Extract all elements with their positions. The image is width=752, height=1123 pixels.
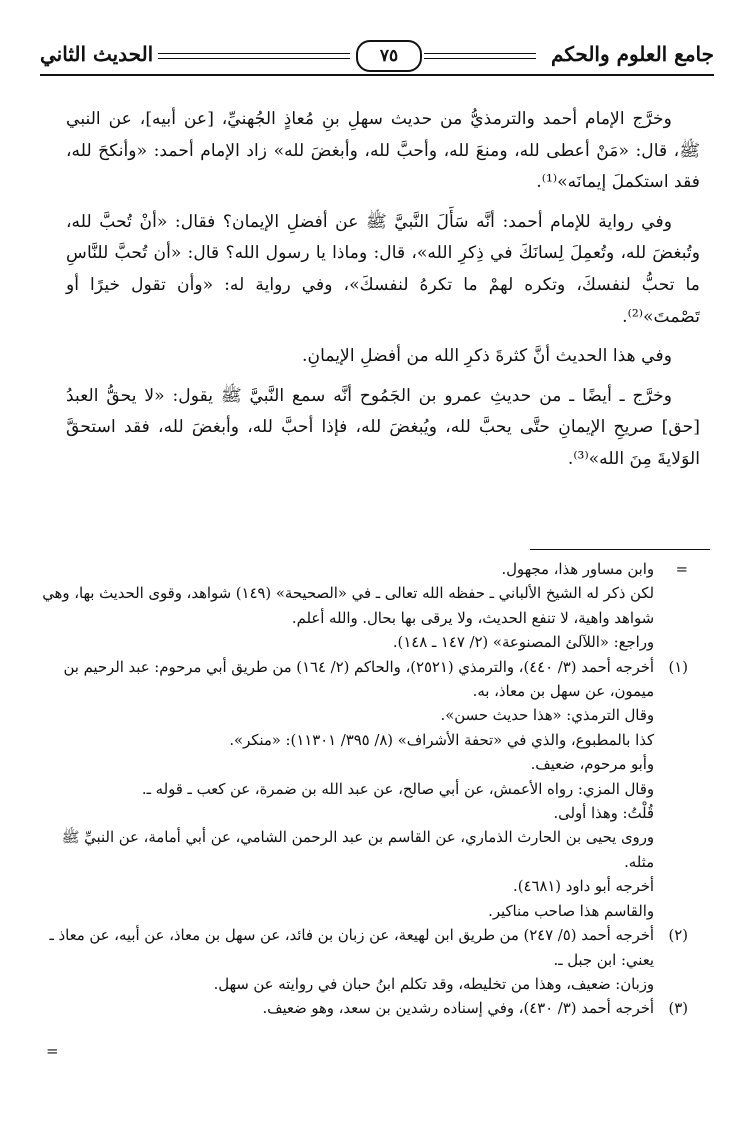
paragraph: وفي رواية للإمام أحمد: أنَّه سَأَلَ النَّبيَّ ﷺ عن أفضلِ الإيمان؟ فقال: «أنْ تُحبَّ لله، وتُبغضَ لله، وتُعمِلَ لِسانَكَ في ذِكرِ الله»، قال: وماذا يا رسول الله؟ قال: «أن تُحبَّ للنَّاسِ ما تحبُّ لنفسكَ، وتكره لهمْ ما تكرهُ لنفسكَ»، وفي رواية له: «وأن تقول خيرًا أو تَصْمتَ»⁽²⁾. <box>66 211 700 327</box>
footnote-line: أخرجه أبو داود (٤٦٨١). <box>513 878 654 896</box>
footnote-line: وأبو مرحوم، ضعيف. <box>530 756 654 774</box>
book-title: جامع العلوم والحكم <box>551 42 714 66</box>
footnote-line: وقال الترمذي: «هذا حديث حسن». <box>440 707 654 725</box>
footnote-number: (٣) <box>668 1000 688 1018</box>
footnote-number: (١) <box>668 658 688 676</box>
footnote-line: أخرجه أحمد (٣/ ٤٤٠)، والترمذي (٢٥٢١)، والحاكم (٢/ ١٦٤) من طريق أبي مرحوم: عبد الرحيم بن ميمون، عن سهل بن معاذ، به. <box>63 658 654 701</box>
footnote-line: وابن مساور هذا، مجهول. <box>501 561 654 578</box>
continuation-end-mark: = <box>46 1042 59 1060</box>
running-header <box>40 40 714 80</box>
footnote-line: قُلْتُ: وهذا أولى. <box>553 805 654 823</box>
header-rule-right <box>424 53 536 59</box>
paragraph: وخرَّج الإمام أحمد والترمذيُّ من حديث سهلِ بنِ مُعاذٍ الجُهنيِّ، [عن أبيه]، عن النبي ﷺ، قال: «مَنْ أعطى لله، ومنعَ لله، وأحبَّ لله، وأبغضَ لله» زاد الإمام أحمد: «وأنكحَ لله، فقد استكملَ إيمانَه»⁽¹⁾. <box>66 109 700 193</box>
footnote-line: أخرجه أحمد (٥/ ٢٤٧) من طريق ابن لهيعة، عن زبان بن فائد، عن سهل بن معاذ، عن أبيه، عن معاذ ـ يعني: ابن جبل ـ. <box>49 927 654 969</box>
footnote-3 <box>40 997 688 1021</box>
footnote-line: وراجع: «اللآلئ المصنوعة» (٢/ ١٤٧ ـ ١٤٨). <box>392 634 654 652</box>
footnote-line: وروى يحيى بن الحارث الذماري، عن القاسم بن عبد الرحمن الشامي، عن أبي أمامة، عن النبيِّ ﷺ مثله. <box>61 829 654 871</box>
footnotes <box>40 558 688 1022</box>
main-text <box>66 104 700 484</box>
footnote-line: لكن ذكر له الشيخ الألباني ـ حفظه الله تعالى ـ في «الصحيحة» (١٤٩) شواهد، وقوى الحديث بها، وهي شواهد واهية، لا تنفع الحديث، ولا يرقى بها بحال. والله أعلم. <box>42 585 654 627</box>
footnote-line: أخرجه أحمد (٣/ ٤٣٠)، وفي إسناده رشدين بن سعد، وهو ضعيف. <box>262 1000 654 1018</box>
page-number: ٧٥ <box>356 40 422 72</box>
footnote-continuation <box>40 558 688 656</box>
footnote-separator <box>530 549 710 550</box>
footnote-number: (٢) <box>668 927 688 945</box>
paragraph: وخرَّج ـ أيضًا ـ من حديثِ عمرو بن الجَمُوح أنَّه سمع النَّبيَّ ﷺ يقول: «لا يحقُّ العبدُ [حق] صريحِ الإيمانِ حتَّى يحبَّ لله، ويُبغضَ لله، فإذا أحبَّ لله، وأبغضَ لله، فقد استحقَّ الوَلايةَ مِنَ الله»⁽³⁾. <box>66 385 700 469</box>
chapter-title: الحديث الثاني <box>40 42 154 66</box>
header-rule-left <box>158 53 350 59</box>
footnote-line: كذا بالمطبوع، والذي في «تحفة الأشراف» (٨/ ٣٩٥/ ١١٣٠١): «منكر». <box>229 731 654 749</box>
footnote-line: والقاسم هذا صاحب مناكير. <box>488 902 654 920</box>
footnote-1 <box>40 656 688 924</box>
header-divider <box>40 74 714 76</box>
paragraph: وفي هذا الحديث أنَّ كثرةَ ذكرِ الله من أفضلِ الإيمانِ. <box>302 346 672 367</box>
footnote-line: وزبان: ضعيف، وهذا من تخليطه، وقد تكلم ابنُ حبان في روايته عن سهل. <box>213 975 654 993</box>
continuation-mark: = <box>675 561 688 578</box>
footnote-line: وقال المزي: رواه الأعمش، عن أبي صالح، عن عبد الله بن ضمرة، عن كعب ـ قوله ـ. <box>141 780 654 798</box>
footnote-2 <box>40 924 688 997</box>
